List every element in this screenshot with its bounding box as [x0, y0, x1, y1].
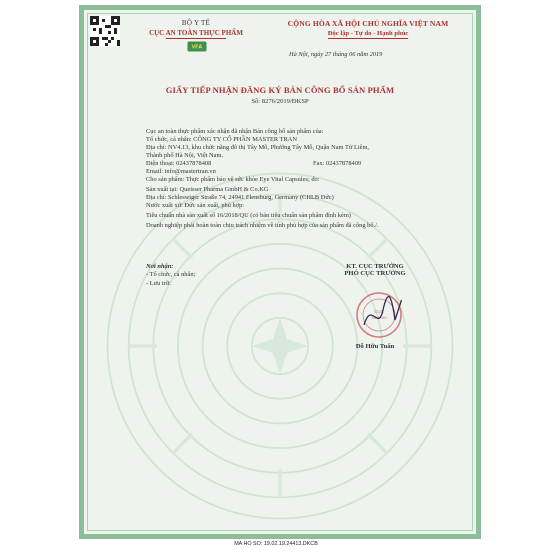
body-manufacturer: Sản xuất tại: Queisser Pharma GmbH & Co.KG [146, 186, 269, 193]
recipients-heading: Nơi nhận: [146, 263, 174, 270]
svg-text:CỤC: CỤC [374, 309, 384, 314]
signer-title-secondary: PHÓ CỤC TRƯỞNG [344, 270, 406, 277]
recipient-item: - Lưu trữ. [146, 279, 171, 287]
document-body [146, 128, 466, 230]
body-commitment: Doanh nghiệp phải hoàn toàn chịu trách nhiệm về tính phù hợp của sản phẩm đã công bố./. [146, 222, 379, 229]
agency-logo-icon [187, 41, 207, 52]
body-fax: Fax: 02437878409 [313, 160, 362, 167]
national-motto: Độc lập - Tự do - Hạnh phúc [327, 30, 409, 37]
body-manufacturer-address: Địa chỉ: Schleswiger Straße 74, 24941 Flensburg, Germany (CHLB Đức) [146, 194, 334, 201]
svg-text:AN TOÀN: AN TOÀN [371, 316, 387, 320]
document-number: Số: 8276/2019/ĐKSP [251, 98, 309, 105]
recipients-block [146, 263, 195, 288]
agency-logo-text: VFA [191, 44, 203, 51]
recipient-item: - Tổ chức, cá nhân; [146, 271, 196, 279]
ministry-name: BỘ Y TẾ [181, 19, 211, 27]
body-intro: Cục an toàn thực phẩm xác nhận đã nhận Bản công bố sản phẩm của: [146, 128, 324, 135]
agency-underline [166, 38, 226, 39]
document-title: GIẤY TIẾP NHẬN ĐĂNG KÝ BẢN CÔNG BỐ SẢN PHẨM [165, 85, 395, 95]
body-origin: Nước xuất xứ: Đức sản xuất, phù hợp: [146, 202, 245, 209]
issuing-organization [136, 19, 256, 39]
body-address-line1: Địa chỉ: NV4.13, khu chức năng đô thị Tây Mỗ, Phường Tây Mỗ, Quận Nam Từ Liêm, [146, 144, 370, 151]
dossier-code: MA HO SO: 19.02.19.24413.DKCB [234, 541, 318, 547]
signature-block [310, 263, 440, 277]
body-standard: Tiêu chuẩn nhà sản xuất số 16/2018/QU (có bản tiêu chuẩn sản phẩm đính kèm) [146, 212, 351, 219]
official-seal-stamp [354, 290, 404, 340]
motto-underline [328, 38, 408, 39]
national-heading [262, 19, 474, 39]
body-company: Tổ chức, cá nhân: CÔNG TY CỔ PHẦN MASTER TRAN [146, 136, 298, 143]
signer-name: Đỗ Hữu Tuấn [355, 343, 395, 350]
certificate-document [79, 5, 481, 539]
body-address-line2: Thành phố Hà Nội, Việt Nam. [146, 152, 224, 159]
body-email: Email: info@mastertran.vn [146, 168, 216, 175]
body-phone: Điện thoại: 02437878408 [146, 160, 212, 167]
body-product: Cho sản phẩm: Thực phẩm bảo vệ sức khỏe Eye Vital Capsules; do: [146, 176, 320, 183]
signer-title-primary: KT. CỤC TRƯỞNG [346, 263, 404, 270]
country-name: CỘNG HÒA XÃ HỘI CHỦ NGHĨA VIỆT NAM [287, 19, 449, 28]
place-and-date: Hà Nội, ngày 27 tháng 06 năm 2019 [289, 51, 383, 58]
body-contact-row [146, 160, 466, 168]
agency-name: CỤC AN TOÀN THỰC PHẨM [149, 29, 243, 37]
qr-code [90, 16, 120, 46]
